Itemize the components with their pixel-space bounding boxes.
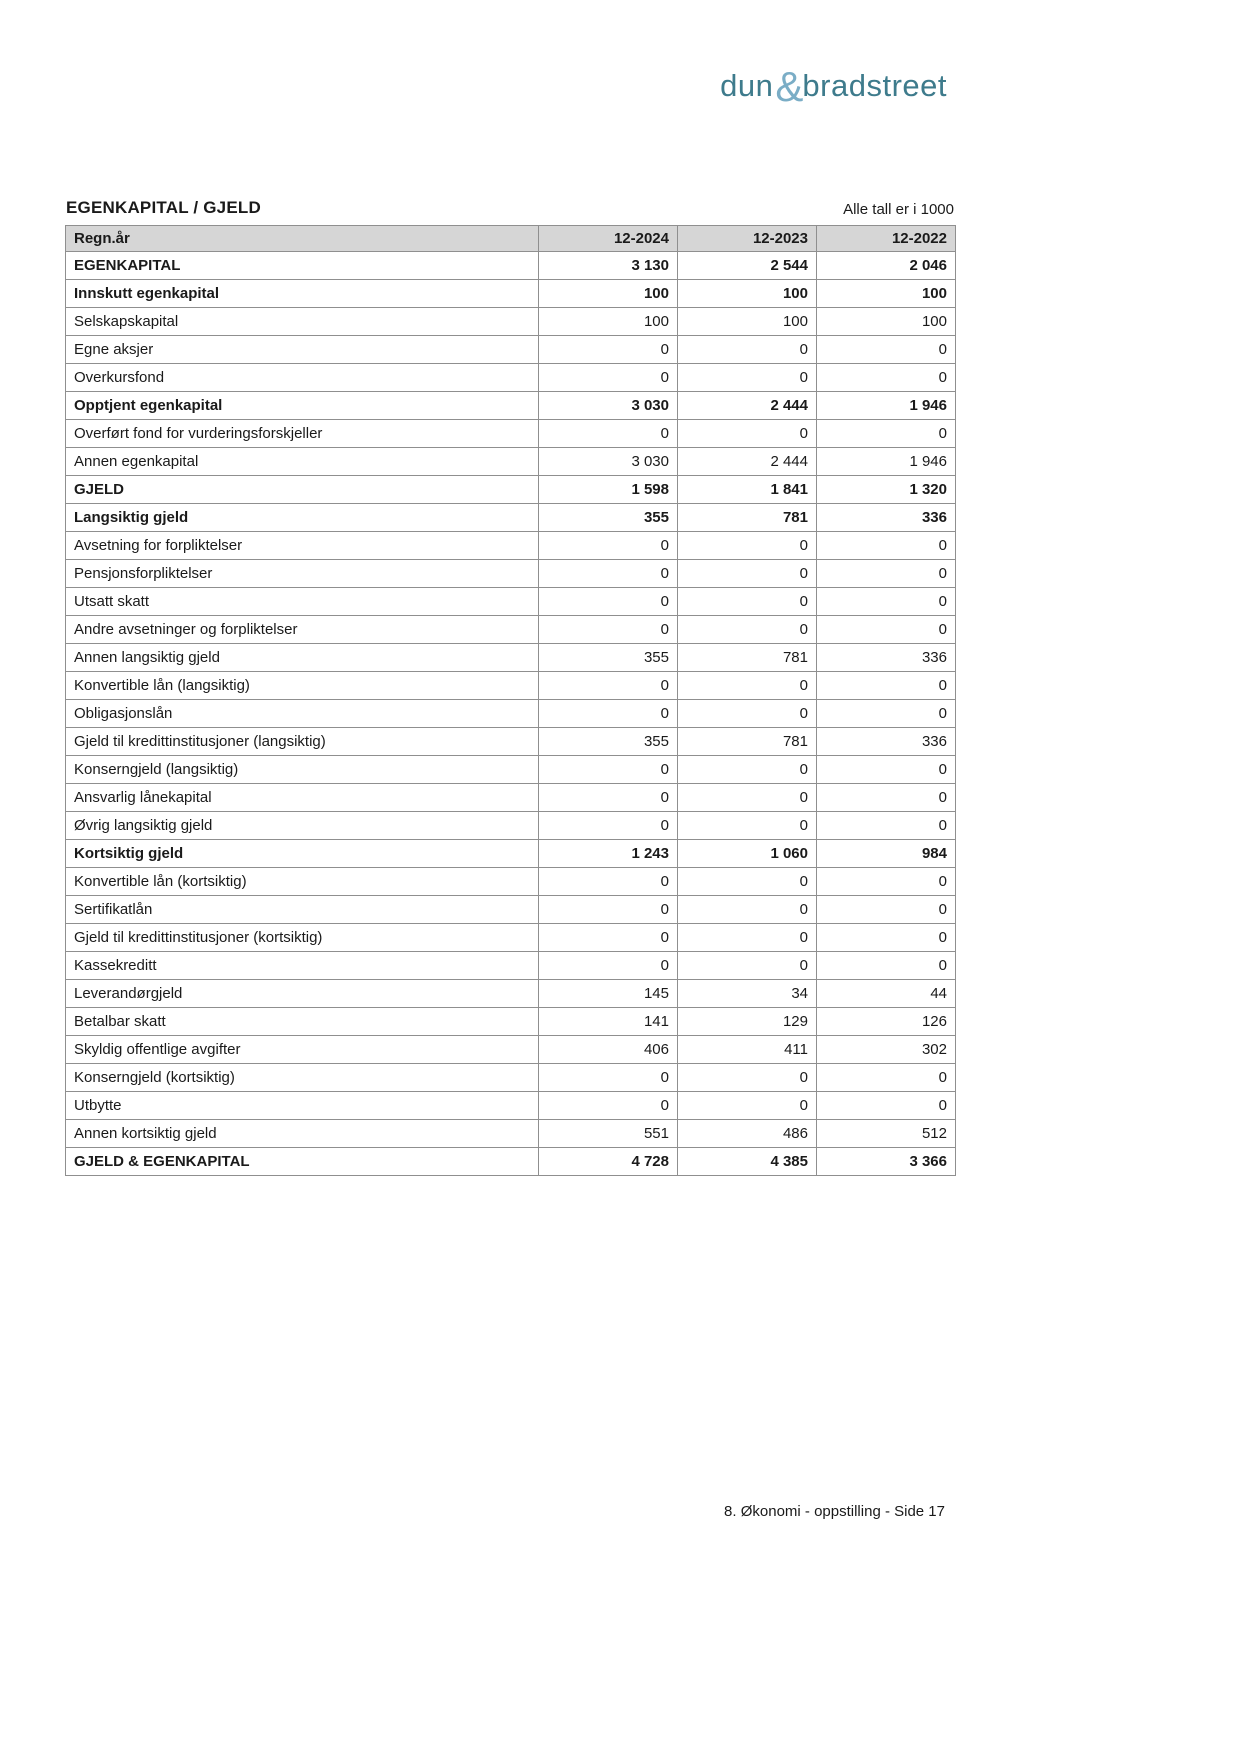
row-value: 0 xyxy=(678,868,817,896)
table-row xyxy=(66,1092,956,1120)
row-value: 0 xyxy=(539,672,678,700)
row-value: 486 xyxy=(678,1120,817,1148)
row-value: 302 xyxy=(817,1036,956,1064)
row-value: 129 xyxy=(678,1008,817,1036)
row-label: Gjeld til kredittinstitusjoner (kortsiktig) xyxy=(66,924,539,952)
row-value: 355 xyxy=(539,504,678,532)
row-value: 1 243 xyxy=(539,840,678,868)
row-label: Obligasjonslån xyxy=(66,700,539,728)
row-label: Pensjonsforpliktelser xyxy=(66,560,539,588)
row-label: GJELD xyxy=(66,476,539,504)
row-value: 0 xyxy=(678,420,817,448)
row-value: 355 xyxy=(539,728,678,756)
column-header-label: Regn.år xyxy=(66,226,539,252)
row-value: 0 xyxy=(817,588,956,616)
table-row xyxy=(66,840,956,868)
report-content xyxy=(65,198,955,1176)
row-label: Konvertible lån (kortsiktig) xyxy=(66,868,539,896)
row-value: 0 xyxy=(678,924,817,952)
table-row xyxy=(66,672,956,700)
row-value: 984 xyxy=(817,840,956,868)
row-label: Selskapskapital xyxy=(66,308,539,336)
table-row xyxy=(66,532,956,560)
row-value: 0 xyxy=(678,952,817,980)
row-label: Overkursfond xyxy=(66,364,539,392)
page-footer: 8. Økonomi - oppstilling - Side 17 xyxy=(724,1503,945,1520)
row-value: 100 xyxy=(678,280,817,308)
row-value: 0 xyxy=(678,672,817,700)
table-row xyxy=(66,616,956,644)
table-row xyxy=(66,1064,956,1092)
row-value: 4 728 xyxy=(539,1148,678,1176)
row-value: 100 xyxy=(817,308,956,336)
row-value: 0 xyxy=(539,588,678,616)
row-value: 0 xyxy=(539,560,678,588)
row-value: 0 xyxy=(539,924,678,952)
row-value: 336 xyxy=(817,728,956,756)
table-row xyxy=(66,448,956,476)
row-value: 0 xyxy=(817,532,956,560)
table-row xyxy=(66,560,956,588)
row-value: 0 xyxy=(678,784,817,812)
row-value: 0 xyxy=(539,952,678,980)
row-value: 141 xyxy=(539,1008,678,1036)
table-row xyxy=(66,420,956,448)
table-row xyxy=(66,1148,956,1176)
column-header-year: 12-2022 xyxy=(817,226,956,252)
row-label: Utbytte xyxy=(66,1092,539,1120)
table-row xyxy=(66,868,956,896)
row-label: Leverandørgjeld xyxy=(66,980,539,1008)
row-value: 0 xyxy=(817,896,956,924)
row-value: 100 xyxy=(539,308,678,336)
row-label: Konserngjeld (kortsiktig) xyxy=(66,1064,539,1092)
row-value: 781 xyxy=(678,644,817,672)
row-value: 0 xyxy=(539,1064,678,1092)
table-row xyxy=(66,504,956,532)
table-title-line xyxy=(65,198,955,218)
row-value: 406 xyxy=(539,1036,678,1064)
logo-word-bradstreet: bradstreet xyxy=(802,68,947,103)
row-value: 0 xyxy=(678,896,817,924)
row-value: 0 xyxy=(678,700,817,728)
row-value: 34 xyxy=(678,980,817,1008)
table-row xyxy=(66,980,956,1008)
row-value: 0 xyxy=(678,364,817,392)
row-value: 0 xyxy=(817,1064,956,1092)
row-label: Overført fond for vurderingsforskjeller xyxy=(66,420,539,448)
row-label: Andre avsetninger og forpliktelser xyxy=(66,616,539,644)
dun-bradstreet-logo xyxy=(720,63,947,110)
row-value: 0 xyxy=(678,336,817,364)
table-header-row xyxy=(66,226,956,252)
page-title: EGENKAPITAL / GJELD xyxy=(66,198,261,217)
row-value: 100 xyxy=(539,280,678,308)
row-label: Gjeld til kredittinstitusjoner (langsiktig) xyxy=(66,728,539,756)
row-value: 0 xyxy=(678,756,817,784)
row-value: 100 xyxy=(817,280,956,308)
row-value: 0 xyxy=(539,784,678,812)
table-row xyxy=(66,924,956,952)
table-row xyxy=(66,952,956,980)
table-row xyxy=(66,728,956,756)
row-label: Utsatt skatt xyxy=(66,588,539,616)
table-row xyxy=(66,392,956,420)
row-value: 0 xyxy=(817,868,956,896)
row-value: 411 xyxy=(678,1036,817,1064)
row-value: 0 xyxy=(817,616,956,644)
row-value: 0 xyxy=(539,364,678,392)
row-value: 781 xyxy=(678,728,817,756)
row-value: 44 xyxy=(817,980,956,1008)
units-note: Alle tall er i 1000 xyxy=(843,201,954,218)
logo-ampersand-icon: & xyxy=(775,63,804,110)
row-label: EGENKAPITAL xyxy=(66,252,539,280)
table-row xyxy=(66,784,956,812)
row-value: 0 xyxy=(817,700,956,728)
row-value: 100 xyxy=(678,308,817,336)
row-value: 2 046 xyxy=(817,252,956,280)
logo-word-dun: dun xyxy=(720,68,774,103)
row-label: Betalbar skatt xyxy=(66,1008,539,1036)
row-value: 0 xyxy=(539,812,678,840)
row-value: 0 xyxy=(817,560,956,588)
row-value: 145 xyxy=(539,980,678,1008)
row-label: GJELD & EGENKAPITAL xyxy=(66,1148,539,1176)
row-label: Skyldig offentlige avgifter xyxy=(66,1036,539,1064)
row-value: 0 xyxy=(678,588,817,616)
table-row xyxy=(66,700,956,728)
row-value: 1 060 xyxy=(678,840,817,868)
row-label: Opptjent egenkapital xyxy=(66,392,539,420)
table-row xyxy=(66,812,956,840)
row-value: 0 xyxy=(539,420,678,448)
table-body xyxy=(66,252,956,1176)
row-label: Kortsiktig gjeld xyxy=(66,840,539,868)
row-value: 0 xyxy=(539,1092,678,1120)
row-value: 2 544 xyxy=(678,252,817,280)
row-value: 3 130 xyxy=(539,252,678,280)
row-value: 0 xyxy=(817,420,956,448)
row-label: Sertifikatlån xyxy=(66,896,539,924)
row-value: 3 030 xyxy=(539,448,678,476)
row-label: Annen egenkapital xyxy=(66,448,539,476)
row-value: 0 xyxy=(539,616,678,644)
row-label: Langsiktig gjeld xyxy=(66,504,539,532)
row-value: 1 841 xyxy=(678,476,817,504)
row-value: 0 xyxy=(817,812,956,840)
row-value: 0 xyxy=(817,784,956,812)
row-value: 2 444 xyxy=(678,392,817,420)
row-value: 0 xyxy=(539,896,678,924)
row-value: 0 xyxy=(678,812,817,840)
row-value: 0 xyxy=(817,924,956,952)
row-value: 0 xyxy=(539,336,678,364)
row-value: 0 xyxy=(539,756,678,784)
row-value: 126 xyxy=(817,1008,956,1036)
row-label: Annen langsiktig gjeld xyxy=(66,644,539,672)
table-row xyxy=(66,336,956,364)
row-value: 3 366 xyxy=(817,1148,956,1176)
row-value: 355 xyxy=(539,644,678,672)
table-row xyxy=(66,476,956,504)
row-value: 0 xyxy=(817,952,956,980)
table-row xyxy=(66,364,956,392)
table-row xyxy=(66,280,956,308)
row-label: Konserngjeld (langsiktig) xyxy=(66,756,539,784)
row-value: 0 xyxy=(539,532,678,560)
row-value: 0 xyxy=(678,1064,817,1092)
table-row xyxy=(66,588,956,616)
row-value: 0 xyxy=(817,1092,956,1120)
row-label: Øvrig langsiktig gjeld xyxy=(66,812,539,840)
row-label: Avsetning for forpliktelser xyxy=(66,532,539,560)
row-label: Konvertible lån (langsiktig) xyxy=(66,672,539,700)
table-row xyxy=(66,308,956,336)
equity-debt-table xyxy=(65,225,956,1176)
row-value: 0 xyxy=(678,532,817,560)
row-value: 781 xyxy=(678,504,817,532)
row-value: 3 030 xyxy=(539,392,678,420)
row-value: 1 946 xyxy=(817,448,956,476)
table-row xyxy=(66,896,956,924)
row-value: 0 xyxy=(678,560,817,588)
row-label: Ansvarlig lånekapital xyxy=(66,784,539,812)
row-value: 1 946 xyxy=(817,392,956,420)
table-row xyxy=(66,756,956,784)
column-header-year: 12-2023 xyxy=(678,226,817,252)
table-row xyxy=(66,252,956,280)
table-row xyxy=(66,1008,956,1036)
row-value: 0 xyxy=(817,364,956,392)
row-value: 0 xyxy=(539,700,678,728)
row-value: 551 xyxy=(539,1120,678,1148)
table-row xyxy=(66,1036,956,1064)
row-value: 0 xyxy=(678,1092,817,1120)
row-value: 336 xyxy=(817,644,956,672)
row-value: 0 xyxy=(539,868,678,896)
row-value: 2 444 xyxy=(678,448,817,476)
row-value: 336 xyxy=(817,504,956,532)
table-row xyxy=(66,1120,956,1148)
row-value: 0 xyxy=(817,756,956,784)
row-value: 4 385 xyxy=(678,1148,817,1176)
row-value: 512 xyxy=(817,1120,956,1148)
row-value: 0 xyxy=(678,616,817,644)
row-label: Annen kortsiktig gjeld xyxy=(66,1120,539,1148)
row-value: 1 320 xyxy=(817,476,956,504)
table-row xyxy=(66,644,956,672)
row-value: 0 xyxy=(817,336,956,364)
column-header-year: 12-2024 xyxy=(539,226,678,252)
row-label: Kassekreditt xyxy=(66,952,539,980)
row-label: Innskutt egenkapital xyxy=(66,280,539,308)
row-label: Egne aksjer xyxy=(66,336,539,364)
row-value: 0 xyxy=(817,672,956,700)
row-value: 1 598 xyxy=(539,476,678,504)
